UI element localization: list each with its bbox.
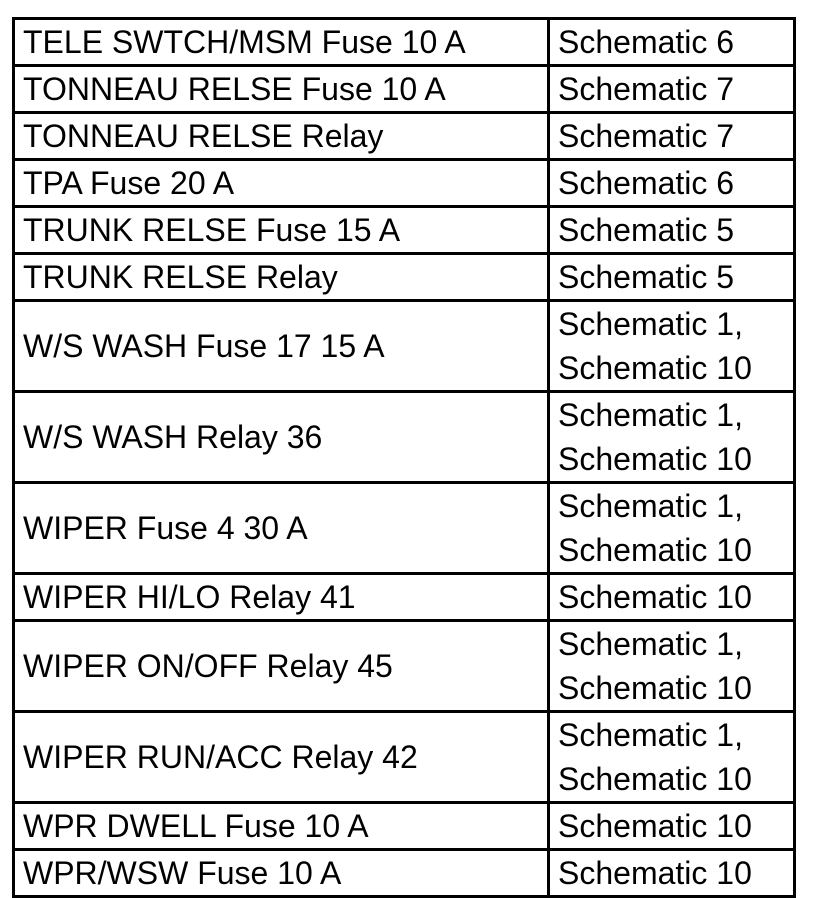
component-name-cell: TPA Fuse 20 A: [14, 160, 549, 207]
component-name-cell: WIPER ON/OFF Relay 45: [14, 621, 549, 712]
schematic-ref-cell: [549, 621, 795, 712]
schematic-ref: Schematic 10: [558, 761, 752, 797]
schematic-ref-cell: [549, 19, 795, 66]
schematic-ref: Schematic 10: [558, 441, 752, 477]
schematic-ref-cell: [549, 712, 795, 803]
schematic-ref-cell: [549, 160, 795, 207]
schematic-ref: Schematic 1,: [558, 717, 743, 753]
component-name-cell: WPR DWELL Fuse 10 A: [14, 803, 549, 850]
table-row: [14, 301, 795, 392]
schematic-ref: Schematic 1,: [558, 306, 743, 342]
schematic-ref: Schematic 5: [558, 212, 735, 248]
component-name-cell: TELE SWTCH/MSM Fuse 10 A: [14, 19, 549, 66]
component-name-cell: TRUNK RELSE Fuse 15 A: [14, 207, 549, 254]
schematic-ref-cell: [549, 254, 795, 301]
schematic-ref-cell: [549, 574, 795, 621]
schematic-ref: Schematic 6: [558, 165, 735, 201]
schematic-ref: Schematic 7: [558, 71, 735, 107]
schematic-ref: Schematic 7: [558, 118, 735, 154]
schematic-ref: Schematic 10: [558, 855, 752, 891]
table-row: [14, 207, 795, 254]
schematic-ref-cell: [549, 301, 795, 392]
schematic-ref-cell: [549, 207, 795, 254]
schematic-ref: Schematic 10: [558, 670, 752, 706]
component-name-cell: WIPER HI/LO Relay 41: [14, 574, 549, 621]
schematic-ref: Schematic 10: [558, 579, 752, 615]
table-row: [14, 160, 795, 207]
table-row: [14, 66, 795, 113]
table-row: [14, 254, 795, 301]
schematic-ref: Schematic 1,: [558, 488, 743, 524]
component-index-table: [12, 17, 796, 898]
schematic-ref-cell: [549, 113, 795, 160]
component-name-cell: W/S WASH Fuse 17 15 A: [14, 301, 549, 392]
schematic-ref: Schematic 10: [558, 350, 752, 386]
schematic-ref-cell: [549, 483, 795, 574]
table-row: [14, 803, 795, 850]
component-index-body: [14, 19, 795, 897]
table-row: [14, 392, 795, 483]
component-name-cell: WIPER Fuse 4 30 A: [14, 483, 549, 574]
schematic-ref-cell: [549, 66, 795, 113]
component-name-cell: W/S WASH Relay 36: [14, 392, 549, 483]
schematic-ref: Schematic 1,: [558, 397, 743, 433]
schematic-ref-cell: [549, 850, 795, 897]
component-name-cell: WIPER RUN/ACC Relay 42: [14, 712, 549, 803]
table-row: [14, 113, 795, 160]
schematic-ref: Schematic 10: [558, 532, 752, 568]
table-row: [14, 850, 795, 897]
component-name-cell: WPR/WSW Fuse 10 A: [14, 850, 549, 897]
table-row: [14, 19, 795, 66]
schematic-ref: Schematic 1,: [558, 626, 743, 662]
component-name-cell: TONNEAU RELSE Fuse 10 A: [14, 66, 549, 113]
table-row: [14, 483, 795, 574]
table-row: [14, 712, 795, 803]
table-row: [14, 621, 795, 712]
table-row: [14, 574, 795, 621]
schematic-ref-cell: [549, 803, 795, 850]
component-name-cell: TONNEAU RELSE Relay: [14, 113, 549, 160]
schematic-ref-cell: [549, 392, 795, 483]
schematic-ref: Schematic 5: [558, 259, 735, 295]
component-name-cell: TRUNK RELSE Relay: [14, 254, 549, 301]
schematic-ref: Schematic 10: [558, 808, 752, 844]
schematic-ref: Schematic 6: [558, 24, 735, 60]
